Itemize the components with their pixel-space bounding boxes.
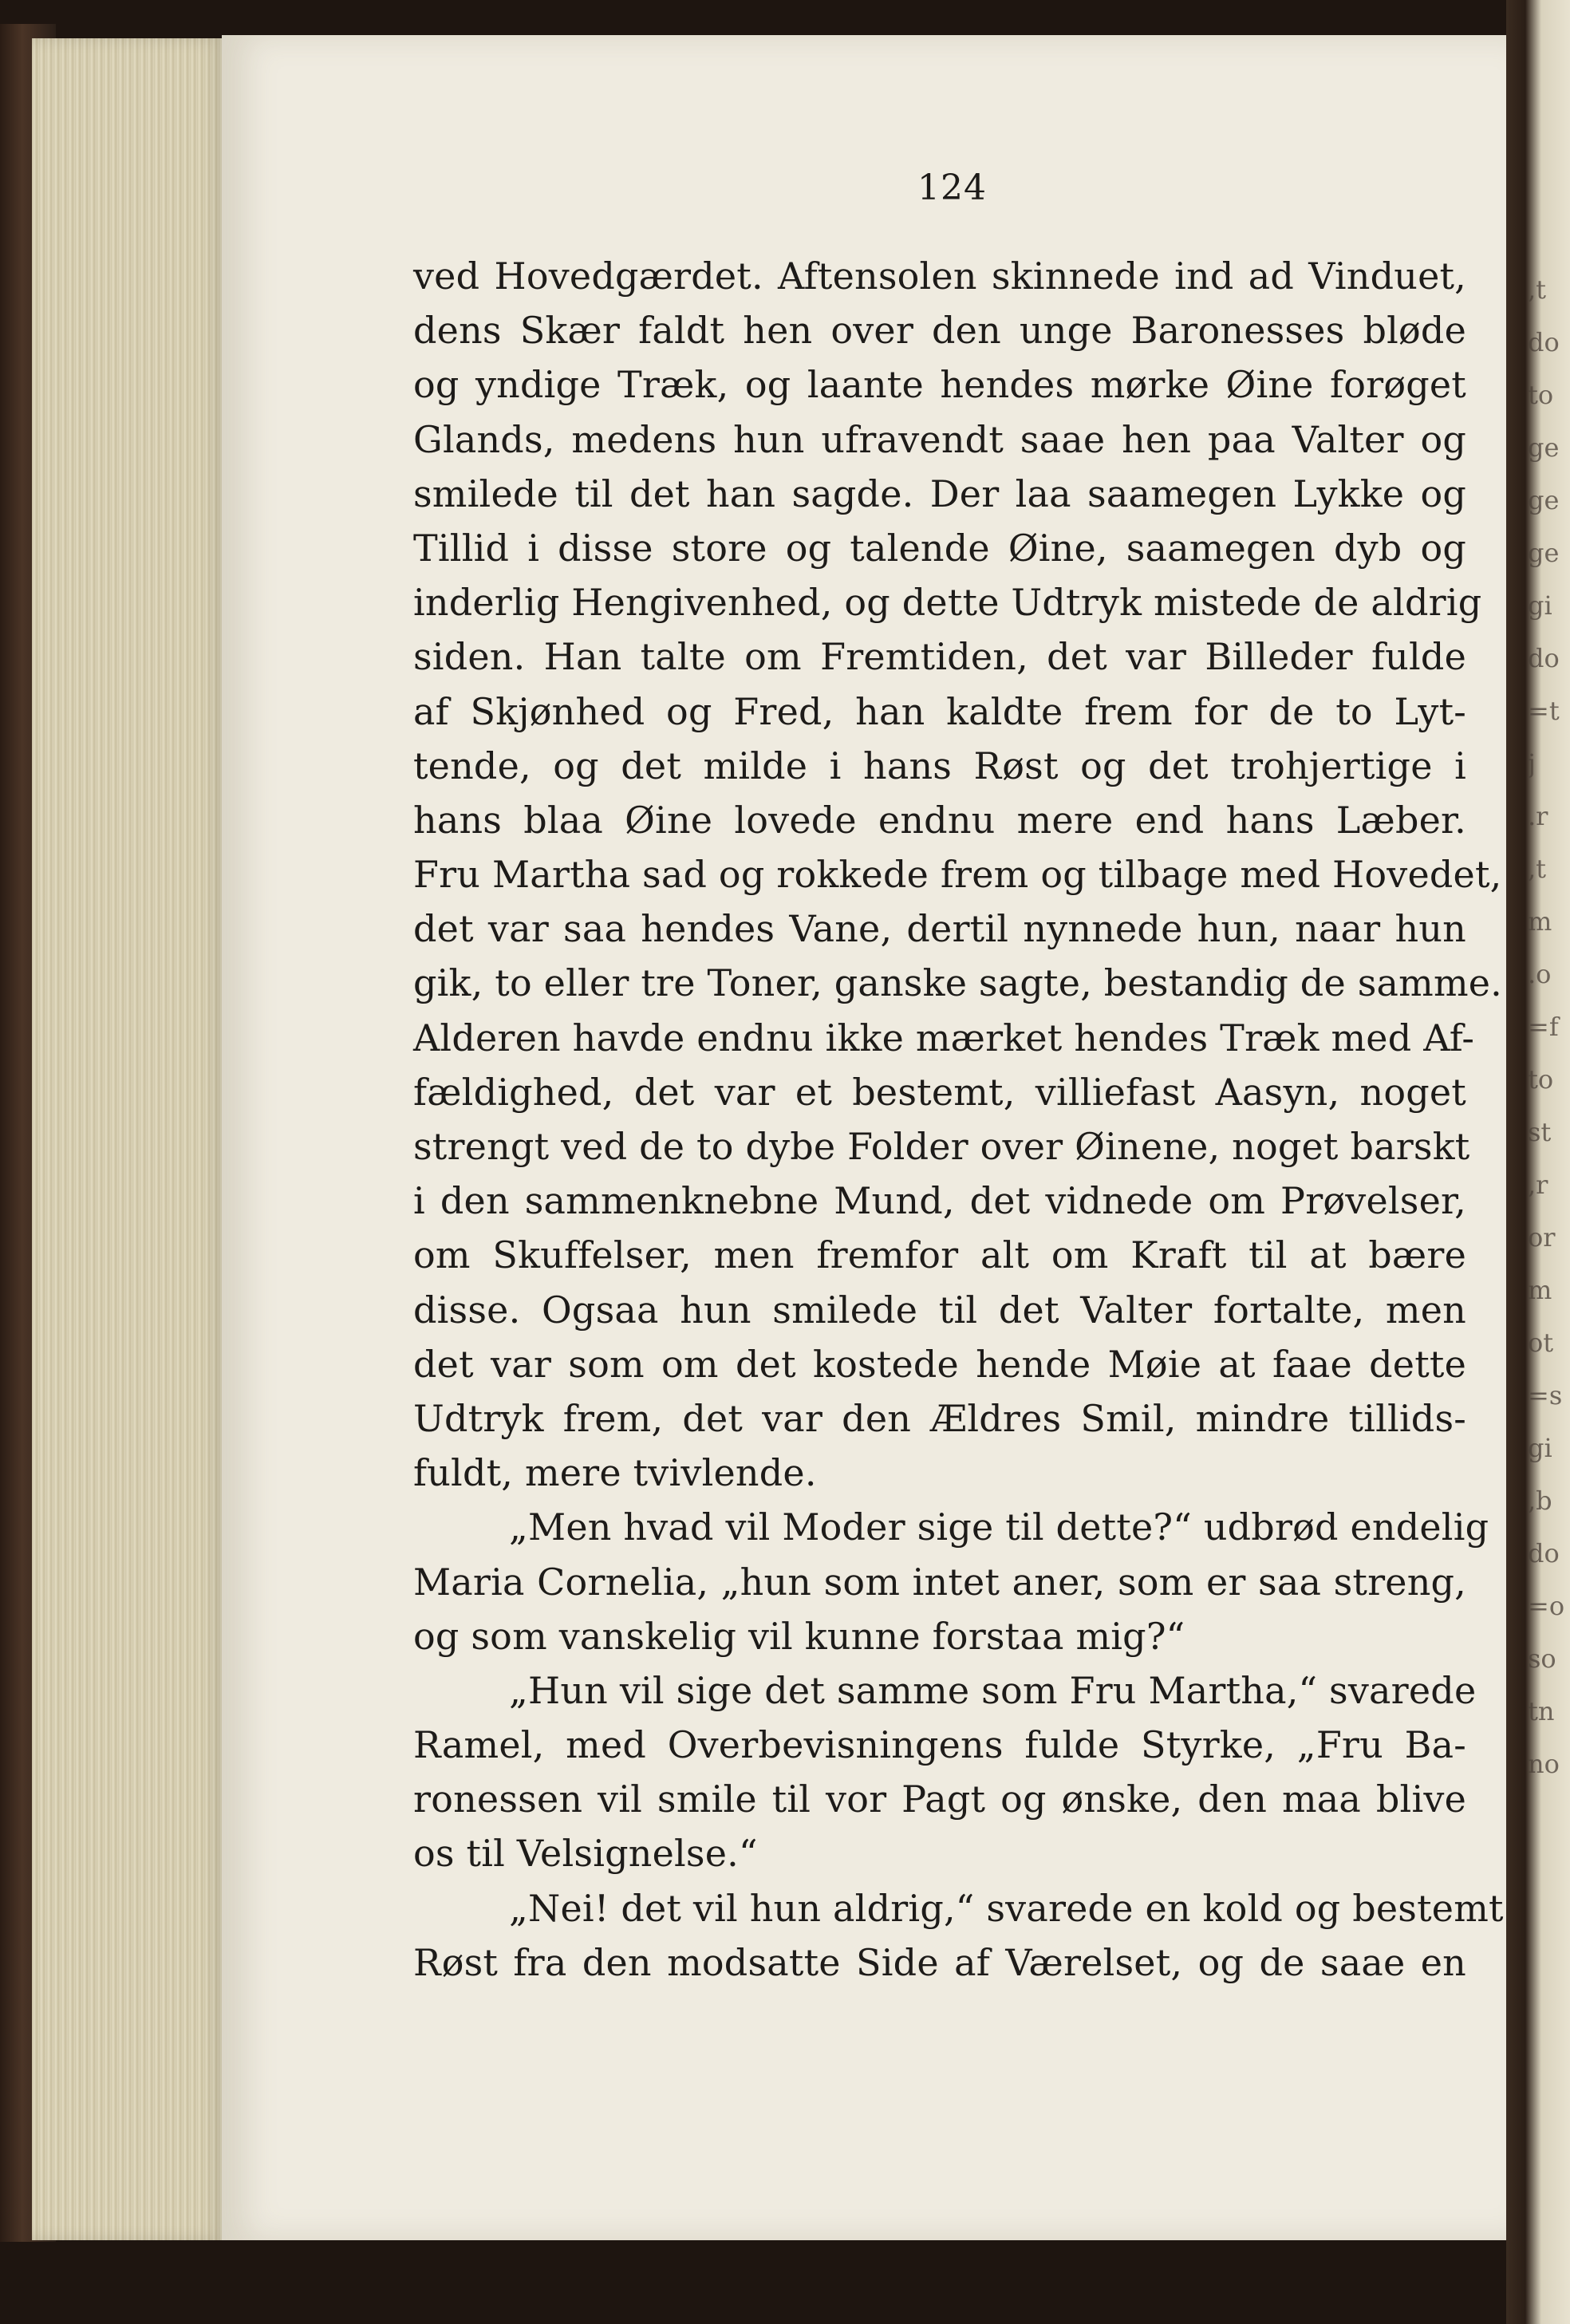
text-line: gik, to eller tre Toner, ganske sagte, bestandig de samme. [413, 961, 1503, 1005]
bleed-fragment: do [1528, 327, 1560, 357]
bleed-fragment: so [1528, 1643, 1556, 1674]
text-line: Alderen havde endnu ikke mærket hendes Træk med Af- [413, 1016, 1475, 1059]
text-line: os til Velsignelse.“ [413, 1832, 758, 1876]
text-line: Fru Martha sad og rokkede frem og tilbage med Hovedet, [413, 853, 1502, 897]
text-line: smilede til det han sagde. Der laa saamegen Lykke og [413, 472, 1466, 515]
bleed-fragment: to [1528, 1064, 1554, 1095]
text-line: inderlig Hengivenhed, og dette Udtryk mistede de aldrig [413, 581, 1482, 625]
text-line: Udtryk frem, det var den Ældres Smil, mindre tillids- [413, 1396, 1466, 1440]
text-line: Maria Cornelia, „hun som intet aner, som er saa streng, [413, 1560, 1466, 1604]
bleed-fragment: ot [1528, 1328, 1554, 1358]
text-line: „Men hvad vil Moder sige til dette?“ udbrød endelig [509, 1505, 1489, 1549]
text-line: af Skjønhed og Fred, han kaldte frem for de to Lyt- [413, 689, 1466, 733]
bleed-fragment: .r [1528, 801, 1548, 831]
text-line: om Skuffelser, men fremfor alt om Kraft til at bære [413, 1233, 1466, 1277]
text-line: fuldt, mere tvivlende. [413, 1451, 817, 1495]
bleed-fragment: gi [1528, 590, 1552, 621]
bleed-fragment: ,r [1528, 1170, 1548, 1200]
bleed-fragment: ,t [1528, 854, 1547, 884]
text-line: det var saa hendes Vane, dertil nynnede hun, naar hun [413, 907, 1466, 951]
bleed-fragment: st [1528, 1117, 1552, 1147]
bleed-fragment: tn [1528, 1696, 1555, 1726]
page-edges [32, 38, 223, 2240]
bleed-fragment: ge [1528, 538, 1560, 568]
bleed-fragment: do [1528, 643, 1560, 673]
text-line: „Hun vil sige det samme som Fru Martha,“ svarede [509, 1668, 1477, 1712]
text-line: det var som om det kostede hende Møie at faae dette [413, 1342, 1466, 1386]
bleed-fragment: =t [1528, 696, 1560, 726]
text-line: dens Skær faldt hen over den unge Baronessеs bløde [413, 309, 1466, 353]
text-line: strengt ved de to dybe Folder over Øinene, noget barskt [413, 1125, 1470, 1168]
bleed-fragment: m [1528, 1275, 1552, 1305]
text-line: ronessen vil smile til vor Pagt og ønske, den maa blive [413, 1778, 1466, 1821]
bleed-fragment: ,b [1528, 1486, 1552, 1516]
body-text [413, 249, 1504, 1990]
bleed-fragment: ,t [1528, 274, 1547, 305]
text-line: Tillid i disse store og talende Øine, saamegen dyb og [413, 526, 1466, 570]
bleed-fragment: j [1528, 748, 1536, 779]
text-line: Røst fra den modsatte Side af Værelset, og de saae en [413, 1940, 1466, 1984]
bleed-fragment: m [1528, 906, 1552, 937]
facing-page-bleed-through [1528, 263, 1570, 2098]
text-line: siden. Han talte om Fremtiden, det var Billeder fulde [413, 635, 1466, 679]
bleed-fragment: =s [1528, 1380, 1563, 1411]
bleed-fragment: do [1528, 1538, 1560, 1568]
text-line: ved Hovedgærdet. Aftensolen skinnede ind ad Vinduet, [413, 254, 1466, 298]
text-line: Glands, medens hun ufravendt saae hen paa Valter og [413, 417, 1466, 461]
page-number: 124 [917, 168, 987, 208]
text-line: og som vanskelig vil kunne forstaa mig?“ [413, 1614, 1185, 1658]
text-line: og yndige Træk, og laante hendes mørke Øine forøget [413, 363, 1466, 407]
text-line: tende, og det milde i hans Røst og det trohjertige i [413, 744, 1466, 787]
text-line: i den sammenknebne Mund, det vidnede om Prøvelser, [413, 1179, 1466, 1223]
bleed-fragment: =o [1528, 1591, 1565, 1621]
text-line: fældighed, det var et bestemt, villiefast Aasyn, noget [413, 1070, 1466, 1114]
text-line: disse. Ogsaa hun smilede til det Valter fortalte, men [413, 1288, 1466, 1332]
text-line: „Nei! det vil hun aldrig,“ svarede en kold og bestemt [509, 1886, 1504, 1930]
bleed-fragment: ge [1528, 485, 1560, 515]
bleed-fragment: .o [1528, 959, 1552, 989]
bleed-fragment: or [1528, 1222, 1556, 1253]
bleed-fragment: gi [1528, 1433, 1552, 1463]
text-line: hans blaa Øine lovede endnu mere end hans Læber. [413, 798, 1466, 842]
bleed-fragment: no [1528, 1749, 1560, 1779]
bleed-fragment: to [1528, 380, 1554, 410]
bleed-fragment: ge [1528, 432, 1560, 463]
text-line: Ramel, med Overbevisningens fulde Styrke, „Fru Ba- [413, 1723, 1466, 1767]
bleed-fragment: =f [1528, 1012, 1559, 1042]
